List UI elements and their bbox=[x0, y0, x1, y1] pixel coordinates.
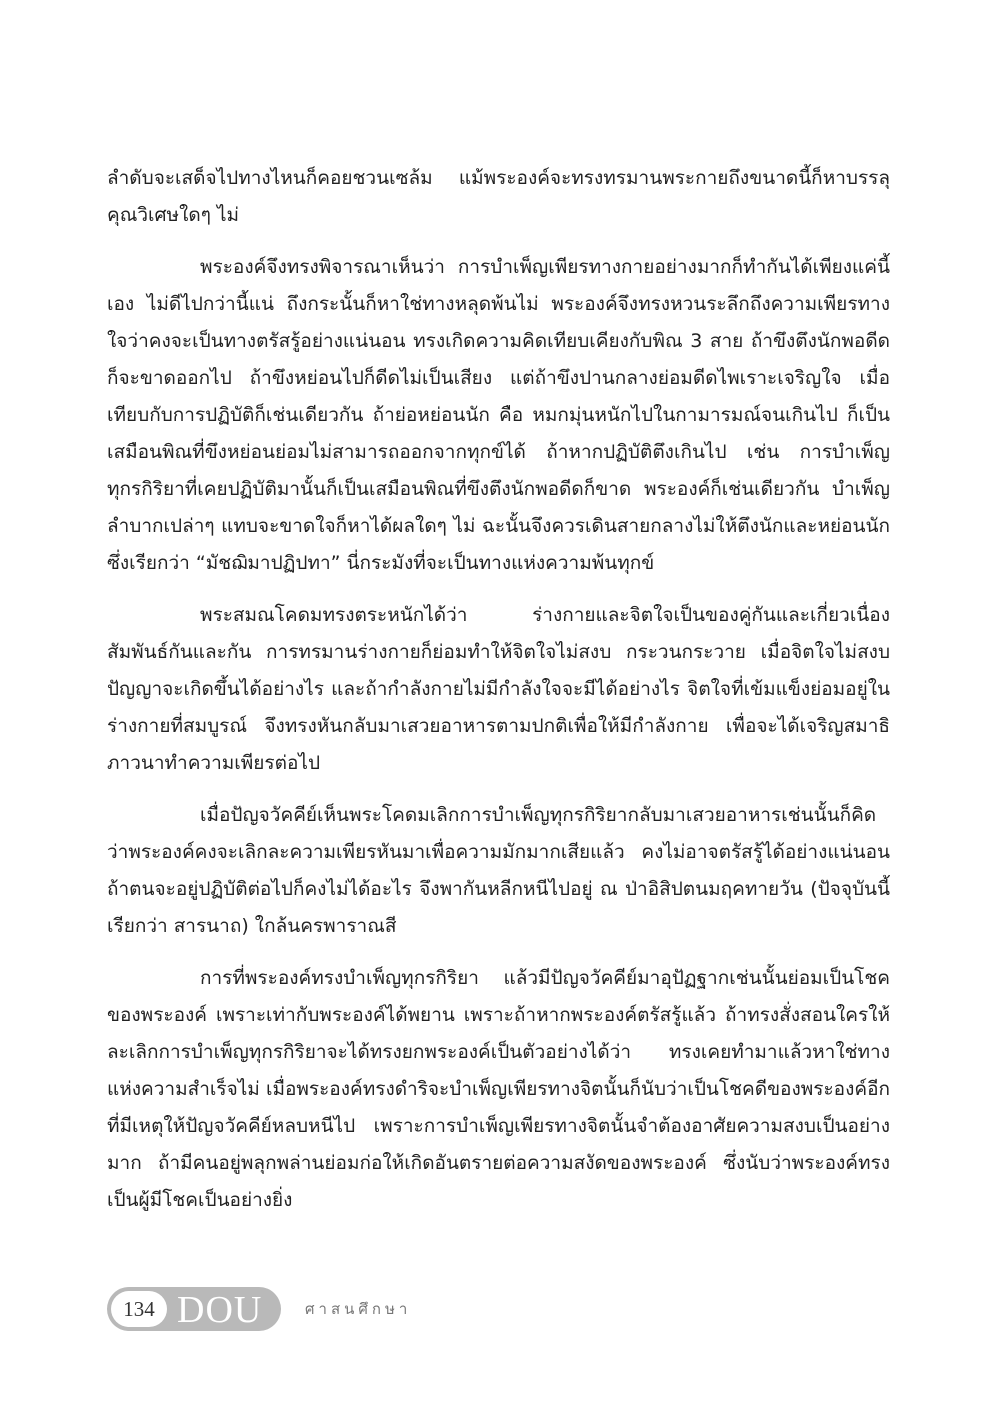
page-number: 134 bbox=[111, 1291, 167, 1327]
paragraph: การที่พระองค์ทรงบำเพ็ญทุกรกิริยา แล้วมีปัญจวัคคีย์มาอุปัฏฐากเช่นนั้นย่อมเป็นโชคของพระองค์ เพราะเท่ากับพระองค์ได้พยาน เพราะถ้าหากพระองค์ตรัสรู้แล้ว ถ้าทรงสั่งสอนใครให้ละเลิกการบำเพ็ญทุกรกิริยาจะได้ทรงยกพระองค์เป็นตัวอย่างได้ว่า ทรงเคยทำมาแล้วหาใช่ทางแห่งความสำเร็จไม่ เมื่อพระองค์ทรงดำริจะบำเพ็ญเพียรทางจิตนั้นก็นับว่าเป็นโชคดีของพระองค์อีก ที่มีเหตุให้ปัญจวัคคีย์หลบหนีไป เพราะการบำเพ็ญเพียรทางจิตนั้นจำต้องอาศัยความสงบเป็นอย่างมาก ถ้ามีคนอยู่พลุกพล่านย่อมก่อให้เกิดอันตรายต่อความสงัดของพระองค์ ซึ่งนับว่าพระองค์ทรงเป็นผู้มีโชคเป็นอย่างยิ่ง bbox=[107, 967, 890, 1211]
document-body bbox=[107, 160, 890, 1234]
paragraph: พระองค์จึงทรงพิจารณาเห็นว่า การบำเพ็ญเพียรทางกายอย่างมากก็ทำกันได้เพียงแค่นี้เอง ไม่ดีไปกว่านี้แน่ ถึงกระนั้นก็หาใช่ทางหลุดพ้นไม่ พระองค์จึงทรงหวนระลึกถึงความเพียรทางใจว่าคงจะเป็นทางตรัสรู้อย่างแน่นอน ทรงเกิดความคิดเทียบเคียงกับพิณ 3 สาย ถ้าขึงตึงนักพอดีดก็จะขาดออกไป ถ้าขึงหย่อนไปก็ดีดไม่เป็นเสียง แต่ถ้าขึงปานกลางย่อมดีดไพเราะเจริญใจ เมื่อเทียบกับการปฏิบัติก็เช่นเดียวกัน ถ้าย่อหย่อนนัก คือ หมกมุ่นหนักไปในกามารมณ์จนเกินไป ก็เป็นเสมือนพิณที่ขึงหย่อนย่อมไม่สามารถออกจากทุกข์ได้ ถ้าหากปฏิบัติตึงเกินไป เช่น การบำเพ็ญทุกรกิริยาที่เคยปฏิบัติมานั้นก็เป็นเสมือนพิณที่ขึงตึงนักพอดีดก็ขาด พระองค์ก็เช่นเดียวกัน บำเพ็ญลำบากเปล่าๆ แทบจะขาดใจก็หาได้ผลใดๆ ไม่ ฉะนั้นจึงควรเดินสายกลางไม่ให้ตึงนักและหย่อนนัก ซึ่งเรียกว่า “มัชฌิมาปฏิปทา” นี่กระมังที่จะเป็นทางแห่งความพ้นทุกข์ bbox=[107, 256, 890, 574]
course-title: ศาสนศึกษา bbox=[305, 1300, 412, 1318]
footer-badge bbox=[107, 1287, 281, 1331]
page-footer bbox=[107, 1285, 411, 1333]
brand-logo: DOU bbox=[177, 1289, 263, 1331]
paragraph: ลำดับจะเสด็จไปทางไหนก็คอยชวนเซล้ม แม้พระองค์จะทรงทรมานพระกายถึงขนาดนี้ก็หาบรรลุคุณวิเศษใดๆ ไม่ bbox=[107, 167, 890, 226]
paragraph: พระสมณโคดมทรงตระหนักได้ว่า ร่างกายและจิตใจเป็นของคู่กันและเกี่ยวเนื่องสัมพันธ์กันและกัน การทรมานร่างกายก็ย่อมทำให้จิตใจไม่สงบ กระวนกระวาย เมื่อจิตใจไม่สงบปัญญาจะเกิดขึ้นได้อย่างไร และถ้ากำลังกายไม่มีกำลังใจจะมีได้อย่างไร จิตใจที่เข้มแข็งย่อมอยู่ในร่างกายที่สมบูรณ์ จึงทรงหันกลับมาเสวยอาหารตามปกติเพื่อให้มีกำลังกาย เพื่อจะได้เจริญสมาธิภาวนาทำความเพียรต่อไป bbox=[107, 604, 890, 774]
paragraph: เมื่อปัญจวัคคีย์เห็นพระโคดมเลิกการบำเพ็ญทุกรกิริยากลับมาเสวยอาหารเช่นนั้นก็คิดว่าพระองค์คงจะเลิกละความเพียรหันมาเพื่อความมักมากเสียแล้ว คงไม่อาจตรัสรู้ได้อย่างแน่นอน ถ้าตนจะอยู่ปฏิบัติต่อไปก็คงไม่ได้อะไร จึงพากันหลีกหนีไปอยู่ ณ ป่าอิสิปตนมฤคทายวัน (ปัจจุบันนี้เรียกว่า สารนาถ) ใกล้นครพาราณสี bbox=[107, 804, 890, 937]
